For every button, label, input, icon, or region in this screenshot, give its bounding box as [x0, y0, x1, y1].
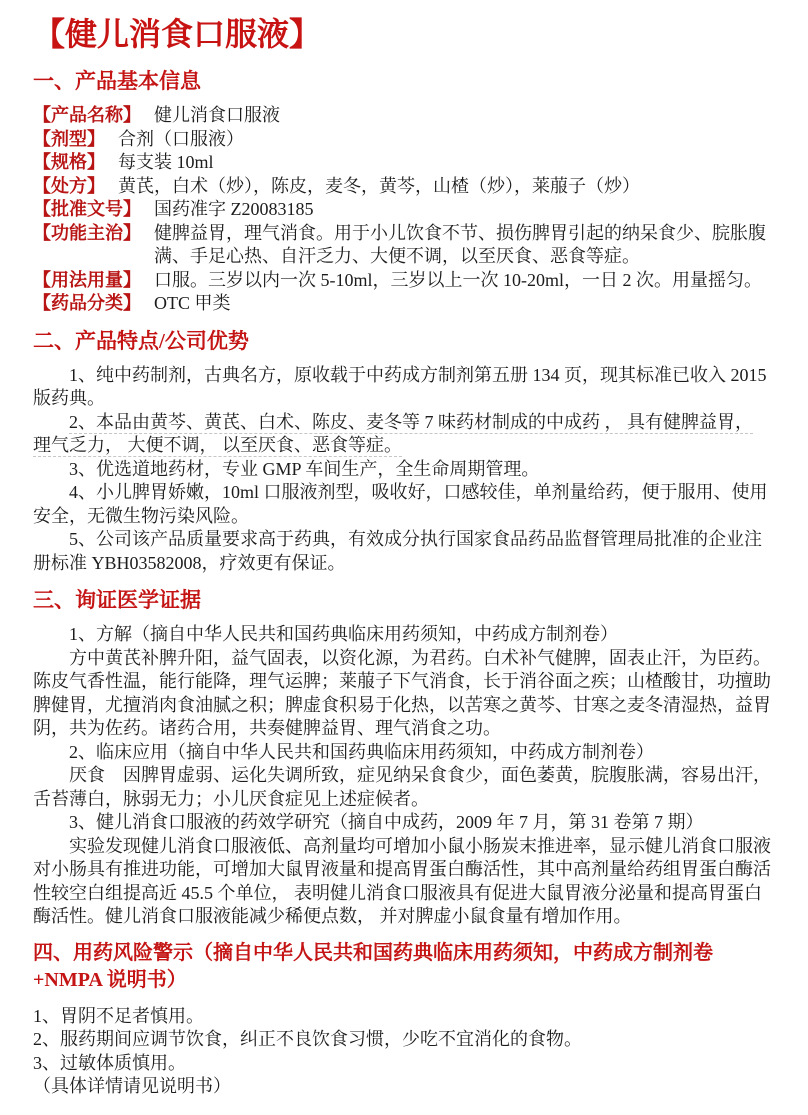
field-value: OTC 甲类 [154, 293, 231, 313]
risk-footnote: （具体详情请见说明书） [33, 1076, 231, 1096]
section-1-heading: 一、产品基本信息 [33, 69, 201, 93]
risk-item-1: 1、胃阴不足者慎用。 [33, 1005, 204, 1026]
field-label: 【功能主治】 [33, 222, 141, 243]
field-value: 口服。三岁以内一次 5-10ml，三岁以上一次 10-20ml，一日 2 次。用量摇匀。 [154, 269, 762, 290]
section-2-heading: 二、产品特点/公司优势 [33, 328, 249, 353]
field-row-approval-number [33, 198, 775, 222]
evidence-paragraph-6: 实验发现健儿消食口服液低、高剂量均可增加小鼠小肠炭末推进率，显示健儿消食口服液对小肠具有推进功能，可增加大鼠胃液量和提高胃蛋白酶活性，其中高剂量给药组胃蛋白酶活性较空白组提高近 45.5 个单位， 表明健儿消食口服液具有促进大鼠胃液分泌量和提高胃蛋白酶活性。健儿消食口服液能减少稀便点数， 并对脾虚小鼠食量有增加作用。 [33, 835, 771, 926]
field-row-specification [33, 151, 775, 175]
evidence-paragraph-3: 2、临床应用（摘自中华人民共和国药典临床用药须知，中药成方制剂卷） [69, 741, 654, 762]
field-value: 合剂（口服液） [118, 128, 244, 149]
field-label: 【剂型】 [33, 128, 105, 149]
field-row-drug-category [33, 292, 775, 316]
risk-item-3: 3、过敏体质慎用。 [33, 1052, 186, 1073]
field-row-dosage-form [33, 128, 775, 152]
feature-paragraph-2: 2、本品由黄芩、黄芪、白术、陈皮、麦冬等 7 味药材制成的中成药 ， 具有健脾益胃， 理气乏力， 大便不调， 以至厌食、恶食等症。 [33, 411, 753, 455]
field-label: 【药品分类】 [33, 293, 141, 313]
evidence-paragraph-4: 厌食 因脾胃虚弱、运化失调所致，症见纳呆食食少，面色萎黄，脘腹胀满，容易出汗，舌苔薄白，脉弱无力；小儿厌食症见上述症候者。 [33, 765, 771, 809]
feature-paragraph-3: 3、优选道地药材，专业 GMP 车间生产，全生命周期管理。 [69, 458, 540, 479]
field-label: 【批准文号】 [33, 199, 141, 219]
field-label: 【用法用量】 [33, 269, 141, 290]
feature-paragraph-1: 1、纯中药制剂，古典名方，原收载于中药成方制剂第五册 134 页，现其标准已收入 2015 版药典。 [33, 364, 767, 408]
field-row-indications [33, 222, 775, 269]
field-value: 健脾益胃，理气消食。用于小儿饮食不节、损伤脾胃引起的纳呆食少、脘胀腹满、手足心热、自汗乏力、大便不调，以至厌食、恶食等症。 [154, 222, 766, 266]
section-3-heading: 三、询证医学证据 [33, 588, 201, 612]
field-value: 黄芪，白术（炒），陈皮，麦冬，黄芩，山楂（炒），莱菔子（炒） [118, 175, 640, 196]
page-title: 【健儿消食口服液】 [33, 16, 322, 52]
field-value: 健儿消食口服液 [154, 105, 280, 125]
field-row-product-name [33, 104, 775, 128]
field-label: 【产品名称】 [33, 105, 141, 125]
feature-paragraph-5: 5、公司该产品质量要求高于药典，有效成分执行国家食品药品监督管理局批准的企业注册标准 YBH03582008，疗效更有保证。 [33, 529, 762, 573]
risk-item-2: 2、服药期间应调节饮食，纠正不良饮食习惯，少吃不宜消化的食物。 [33, 1029, 582, 1049]
field-value: 国药准字 Z20083185 [154, 199, 314, 219]
field-row-prescription [33, 175, 775, 199]
evidence-paragraph-2: 方中黄芪补脾升阳，益气固表，以资化源，为君药。白术补气健脾，固表止汗，为臣药。陈皮气香性温，能行能降，理气运脾；莱菔子下气消食，长于消谷面之疾；山楂酸甘，功擅助脾健胃，尤擅消肉食油腻之积；脾虚食积易于化热，以苦寒之黄芩、甘寒之麦冬清湿热，益胃阴，共为佐药。诸药合用，共奏健脾益胃、理气消食之功。 [33, 647, 771, 738]
field-row-usage-dosage [33, 269, 775, 293]
field-label: 【规格】 [33, 152, 105, 172]
field-label: 【处方】 [33, 175, 105, 196]
section-4-heading: 四、用药风险警示（摘自中华人民共和国药典临床用药须知，中药成方制剂卷+NMPA 说明书） [33, 941, 713, 991]
evidence-paragraph-5: 3、健儿消食口服液的药效学研究（摘自中成药，2009 年 7 月，第 31 卷第 7 期） [69, 812, 704, 832]
feature-paragraph-4: 4、小儿脾胃娇嫩，10ml 口服液剂型，吸收好，口感较佳，单剂量给药，便于服用、使用安全，无微生物污染风险。 [33, 482, 768, 526]
evidence-paragraph-1: 1、方解（摘自中华人民共和国药典临床用药须知，中药成方制剂卷） [69, 624, 618, 644]
field-value: 每支装 10ml [118, 152, 214, 172]
